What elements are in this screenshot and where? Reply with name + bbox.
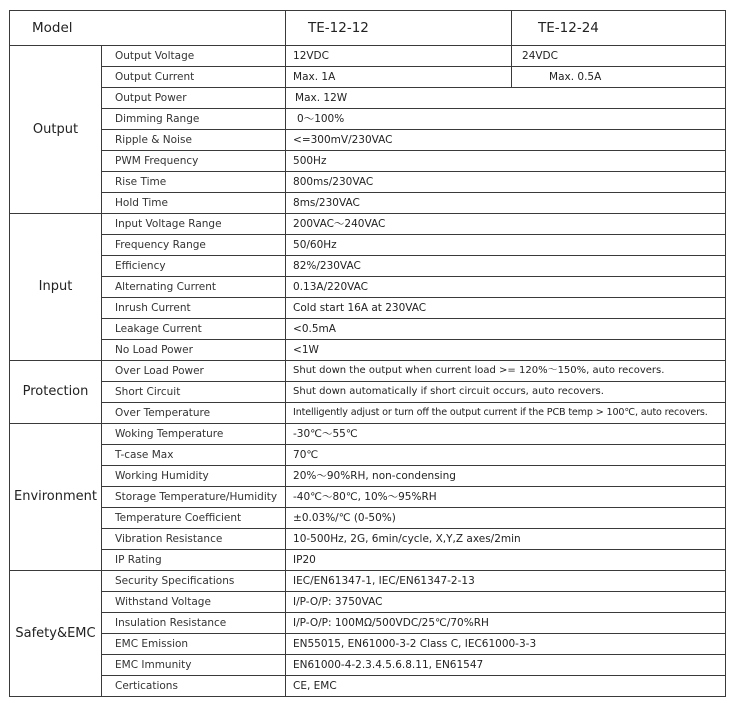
- param-value: <=300mV/230VAC: [286, 130, 726, 151]
- param-label: Short Circuit: [102, 382, 286, 403]
- spec-row: [10, 46, 726, 67]
- param-label: No Load Power: [102, 340, 286, 361]
- spec-row: [10, 550, 726, 571]
- spec-row: [10, 361, 726, 382]
- param-label: Rise Time: [102, 172, 286, 193]
- param-value: <1W: [286, 340, 726, 361]
- param-label: Working Humidity: [102, 466, 286, 487]
- spec-row: [10, 235, 726, 256]
- group-label-environment: Environment: [10, 424, 102, 571]
- param-label: PWM Frequency: [102, 151, 286, 172]
- spec-row: [10, 214, 726, 235]
- param-label: Woking Temperature: [102, 424, 286, 445]
- param-value: IEC/EN61347-1, IEC/EN61347-2-13: [286, 571, 726, 592]
- spec-row: [10, 592, 726, 613]
- param-value: 8ms/230VAC: [286, 193, 726, 214]
- spec-row: [10, 172, 726, 193]
- model-header: Model: [10, 11, 286, 46]
- spec-row: [10, 298, 726, 319]
- param-label: Over Load Power: [102, 361, 286, 382]
- param-value: CE, EMC: [286, 676, 726, 697]
- param-value: 200VAC～240VAC: [286, 214, 726, 235]
- param-value: 10-500Hz, 2G, 6min/cycle, X,Y,Z axes/2min: [286, 529, 726, 550]
- param-label: T-case Max: [102, 445, 286, 466]
- model-name: TE-12-24: [512, 11, 726, 46]
- param-value: -40℃～80℃, 10%～95%RH: [286, 487, 726, 508]
- param-label: Leakage Current: [102, 319, 286, 340]
- param-label: EMC Emission: [102, 634, 286, 655]
- param-label: EMC Immunity: [102, 655, 286, 676]
- spec-row: [10, 676, 726, 697]
- param-label: Vibration Resistance: [102, 529, 286, 550]
- spec-row: [10, 193, 726, 214]
- param-value: 12VDC: [286, 46, 512, 67]
- param-label: Ripple & Noise: [102, 130, 286, 151]
- param-value: EN55015, EN61000-3-2 Class C, IEC61000-3-3: [286, 634, 726, 655]
- spec-row: [10, 655, 726, 676]
- param-value: 800ms/230VAC: [286, 172, 726, 193]
- spec-row: [10, 424, 726, 445]
- param-value: 70℃: [286, 445, 726, 466]
- param-value: Max. 1A: [286, 67, 512, 88]
- spec-row: [10, 277, 726, 298]
- param-value: 24VDC: [512, 46, 726, 67]
- spec-row: [10, 508, 726, 529]
- spec-row: [10, 466, 726, 487]
- spec-row: [10, 634, 726, 655]
- param-value: I/P-O/P: 100MΩ/500VDC/25℃/70%RH: [286, 613, 726, 634]
- param-label: Frequency Range: [102, 235, 286, 256]
- param-value: -30℃～55℃: [286, 424, 726, 445]
- param-label: Output Voltage: [102, 46, 286, 67]
- param-label: Inrush Current: [102, 298, 286, 319]
- param-label: Over Temperature: [102, 403, 286, 424]
- header-row: [10, 11, 726, 46]
- param-label: Dimming Range: [102, 109, 286, 130]
- param-label: Temperature Coefficient: [102, 508, 286, 529]
- param-value: 50/60Hz: [286, 235, 726, 256]
- param-label: Certications: [102, 676, 286, 697]
- spec-row: [10, 151, 726, 172]
- model-name: TE-12-12: [286, 11, 512, 46]
- group-label-protection: Protection: [10, 361, 102, 424]
- param-label: Alternating Current: [102, 277, 286, 298]
- group-label-safety-emc: Safety&EMC: [10, 571, 102, 697]
- param-label: IP Rating: [102, 550, 286, 571]
- param-value: 0～100%: [286, 109, 726, 130]
- param-value: Max. 12W: [286, 88, 726, 109]
- param-value: Cold start 16A at 230VAC: [286, 298, 726, 319]
- param-value: 20%～90%RH, non-condensing: [286, 466, 726, 487]
- param-value: 500Hz: [286, 151, 726, 172]
- param-label: Input Voltage Range: [102, 214, 286, 235]
- spec-table: [9, 10, 726, 697]
- param-value: 82%/230VAC: [286, 256, 726, 277]
- spec-row: [10, 256, 726, 277]
- group-label-output: Output: [10, 46, 102, 214]
- param-label: Output Power: [102, 88, 286, 109]
- param-value: Intelligently adjust or turn off the output current if the PCB temp > 100℃, auto recovers.: [286, 403, 726, 424]
- param-value: EN61000-4-2.3.4.5.6.8.11, EN61547: [286, 655, 726, 676]
- spec-row: [10, 319, 726, 340]
- param-value: ±0.03%/℃ (0-50%): [286, 508, 726, 529]
- spec-row: [10, 67, 726, 88]
- spec-row: [10, 403, 726, 424]
- param-value: Max. 0.5A: [512, 67, 726, 88]
- param-label: Security Specifications: [102, 571, 286, 592]
- param-value: <0.5mA: [286, 319, 726, 340]
- param-value: 0.13A/220VAC: [286, 277, 726, 298]
- param-label: Storage Temperature/Humidity: [102, 487, 286, 508]
- param-label: Insulation Resistance: [102, 613, 286, 634]
- param-value: IP20: [286, 550, 726, 571]
- spec-row: [10, 382, 726, 403]
- param-value: Shut down automatically if short circuit occurs, auto recovers.: [286, 382, 726, 403]
- spec-row: [10, 340, 726, 361]
- param-label: Output Current: [102, 67, 286, 88]
- param-value: I/P-O/P: 3750VAC: [286, 592, 726, 613]
- group-label-input: Input: [10, 214, 102, 361]
- param-label: Withstand Voltage: [102, 592, 286, 613]
- spec-row: [10, 109, 726, 130]
- param-value: Shut down the output when current load >= 120%～150%, auto recovers.: [286, 361, 726, 382]
- param-label: Efficiency: [102, 256, 286, 277]
- spec-row: [10, 487, 726, 508]
- spec-row: [10, 571, 726, 592]
- spec-row: [10, 613, 726, 634]
- spec-row: [10, 529, 726, 550]
- spec-row: [10, 88, 726, 109]
- spec-row: [10, 445, 726, 466]
- spec-row: [10, 130, 726, 151]
- param-label: Hold Time: [102, 193, 286, 214]
